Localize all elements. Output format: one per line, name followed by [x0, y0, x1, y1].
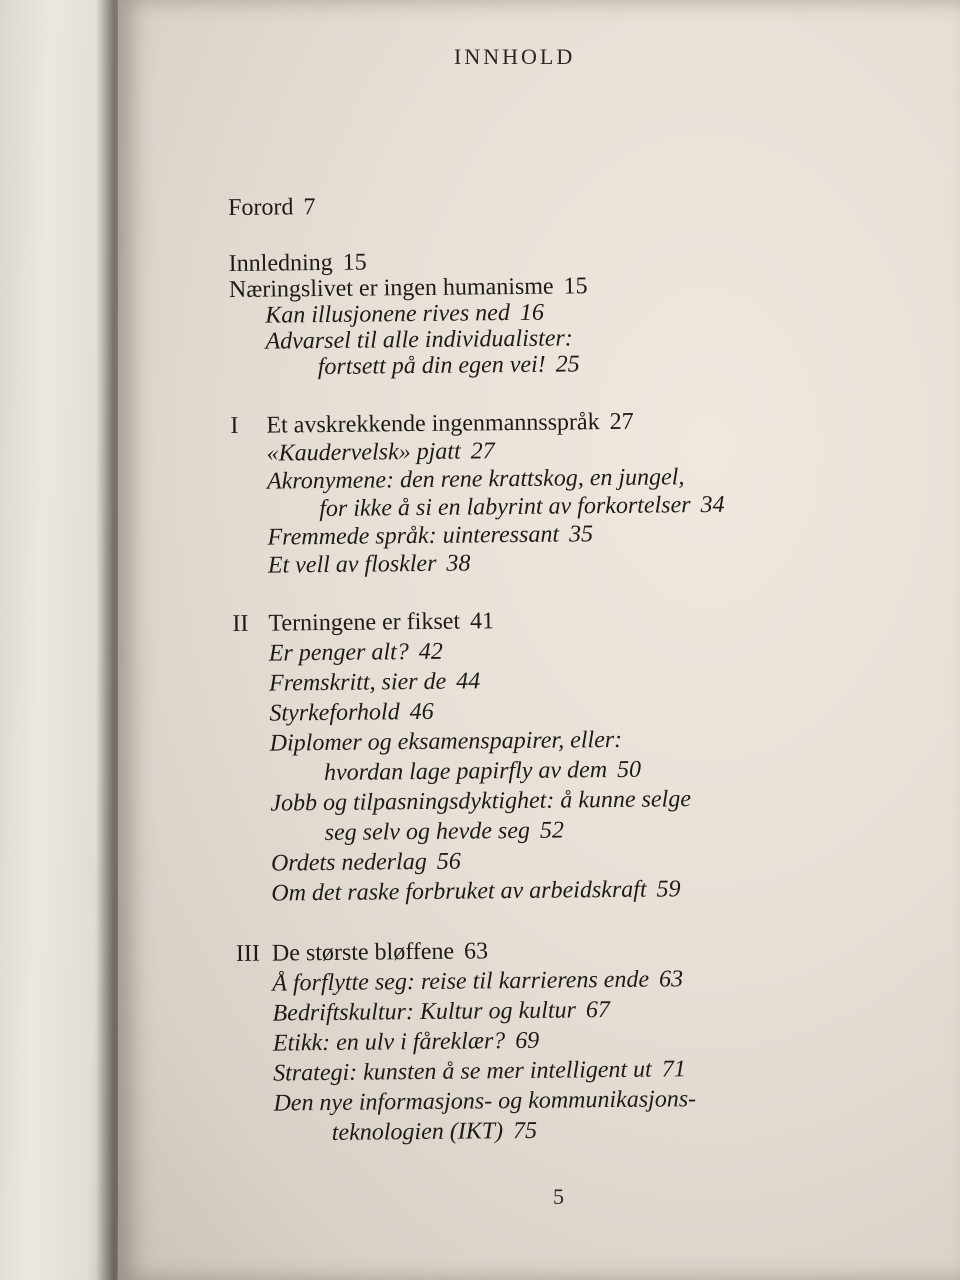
toc-title: Om det raske forbruket av arbeidskraft	[271, 876, 647, 907]
toc-title: «Kaudervelsk» pjatt	[266, 438, 461, 467]
toc-title: Fremmede språk: uinteressant	[267, 521, 560, 551]
toc-title: Innledning	[228, 249, 333, 277]
toc-page: 35	[568, 521, 594, 548]
toc-title: Advarsel til alle individualister:	[265, 325, 573, 355]
toc-entry-ikt	[273, 1087, 696, 1115]
toc-page: 59	[656, 876, 681, 903]
part-numeral: I	[230, 412, 239, 439]
toc-entry-floskler	[268, 551, 471, 577]
toc-page: 38	[446, 550, 471, 577]
toc-entry-forord	[228, 195, 316, 220]
toc-entry-kaudervelsk	[267, 439, 495, 465]
toc-page: 44	[456, 668, 481, 695]
toc-page: 16	[519, 299, 545, 326]
toc-page: 56	[436, 848, 461, 875]
toc-entry-akronymene	[267, 465, 685, 493]
page-number: 5	[553, 1184, 564, 1209]
toc-title: Et vell av floskler	[267, 550, 437, 579]
toc-title: De største bløffene	[271, 938, 455, 967]
toc-page: 69	[515, 1027, 540, 1055]
toc-entry-ordets	[271, 850, 461, 876]
toc-title: Bedriftskultur: Kultur og kultur	[272, 997, 577, 1027]
toc-entry-ikt-cont	[332, 1119, 538, 1145]
toc-entry-part-ii	[268, 609, 494, 635]
toc-title: Terningene er fikset	[268, 608, 461, 637]
toc-entry-penger	[269, 640, 443, 666]
toc-entry-bedriftskultur	[272, 998, 610, 1026]
toc-entry-part-i	[266, 410, 633, 438]
toc-page: 71	[661, 1056, 686, 1083]
toc-entry-part-iii	[272, 939, 488, 965]
toc-title: Næringslivet er ingen humanisme	[228, 273, 554, 303]
toc-entry-forbruket	[271, 877, 681, 905]
toc-title: Er penger alt?	[268, 639, 409, 667]
toc-entry-illusjonene	[265, 301, 544, 328]
toc-entry-diplomer	[270, 728, 623, 756]
toc-title: Jobb og tilpasningsdyktighet: å kunne selge	[270, 786, 692, 817]
toc-title: Diplomer og eksamenspapirer, eller:	[269, 726, 623, 757]
toc-title-continued: for ikke å si en labyrint av forkortelser	[319, 492, 691, 523]
toc-page: 67	[585, 997, 611, 1024]
toc-title: Akronymene: den rene krattskog, en jungel,	[266, 464, 685, 495]
toc-entry-forflytte	[272, 967, 683, 995]
toc-entry-diplomer-cont	[324, 758, 641, 785]
toc-page: 34	[700, 491, 725, 519]
part-numeral: II	[232, 610, 249, 637]
toc-page: 27	[609, 408, 634, 436]
toc-page: 50	[616, 756, 642, 783]
toc-title: Fremskritt, sier de	[268, 668, 447, 697]
toc-page: 46	[409, 698, 434, 726]
toc-entry-jobb-cont	[325, 819, 565, 846]
toc-page: 7	[303, 194, 316, 221]
toc-page: 63	[463, 938, 489, 965]
toc-entry-advarsel-cont	[318, 352, 580, 379]
toc-page: 15	[563, 273, 588, 300]
toc-title: Styrkeforhold	[269, 699, 400, 727]
toc-page: 75	[512, 1117, 538, 1145]
toc-title: Kan illusjonene rives ned	[265, 300, 511, 329]
toc-page: 25	[555, 351, 580, 378]
toc-entry-fremmede	[267, 522, 593, 549]
toc-page: 52	[539, 817, 565, 844]
toc-page: 15	[342, 249, 367, 276]
page-title: INNHOLD	[454, 44, 576, 69]
toc-title-continued: hvordan lage papirfly av dem	[323, 757, 608, 787]
toc-page: 41	[469, 608, 495, 635]
toc-title: Ordets nederlag	[270, 848, 427, 877]
toc-title: Et avskrekkende ingenmannsspråk	[266, 409, 600, 439]
toc-entry-innledning	[229, 251, 367, 276]
toc-title: Strategi: kunsten å se mer intelligent ut	[273, 1056, 652, 1087]
toc-title: Den nye informasjons- og kommunikasjons-	[273, 1086, 697, 1117]
toc-page: 27	[470, 438, 495, 465]
toc-title: Forord	[227, 194, 294, 221]
toc-entry-strategi	[273, 1057, 686, 1085]
toc-entry-etikk	[273, 1029, 540, 1056]
toc-entry-naeringslivet	[229, 274, 588, 302]
toc-entry-jobb	[270, 787, 691, 815]
toc-page: 42	[418, 638, 443, 666]
toc-title-continued: fortsett på din egen vei!	[317, 351, 546, 381]
toc-title-continued: seg selv og hevde seg	[324, 817, 531, 847]
toc-page: 63	[658, 966, 684, 993]
toc-entry-fremskritt	[269, 669, 480, 695]
toc-entry-styrkeforhold	[269, 700, 433, 726]
toc-title-continued: teknologien (IKT)	[331, 1118, 504, 1146]
toc-title: Etikk: en ulv i fåreklær?	[272, 1028, 506, 1057]
part-numeral: III	[235, 940, 261, 967]
toc-title: Å forflytte seg: reise til karrierens ende	[272, 966, 650, 997]
toc-entry-akronymene-cont	[319, 493, 724, 521]
toc-entry-advarsel	[265, 326, 573, 353]
